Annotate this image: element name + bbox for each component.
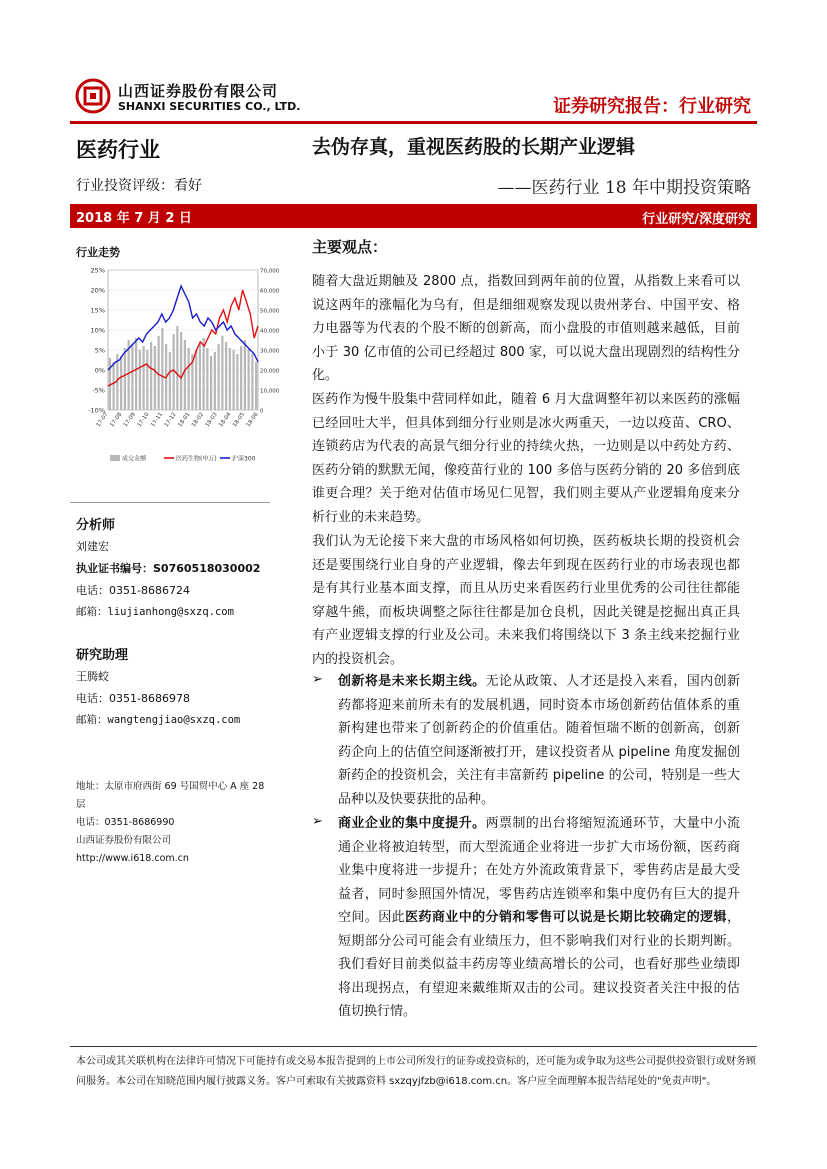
assistant-phone: 电话：0351-8686978 — [76, 692, 190, 705]
bullet-commerce-text-1: 两票制的出台将缩短流通环节，大量中小流通企业将被迫转型，而大型流通企业将进一步扩大市场份额，医药商业集中度将进一步提升；在处方外流政策背景下，零售药店是最大受益者，同时参照国外情况，零售药店连锁率和集中度仍有巨大的提升空间。因此 — [338, 816, 740, 925]
key-points-heading: 主要观点： — [312, 238, 388, 256]
chart-volume-bar — [251, 354, 253, 410]
company-name-en: SHANXI SECURITIES CO., LTD. — [118, 100, 301, 113]
bullet-innovation-lead: 创新将是未来长期主线。 — [338, 674, 486, 689]
assistant-heading: 研究助理 — [76, 648, 129, 663]
chart-volume-bar — [120, 356, 122, 410]
chart-volume-bar — [180, 332, 182, 410]
chart-volume-bar — [248, 348, 250, 410]
chart-volume-bar — [146, 350, 148, 410]
chart-right-tick: 10,000 — [260, 388, 280, 395]
report-subtitle: ——医药行业 18 年中期投资策略 — [497, 178, 751, 198]
chart-volume-bar — [214, 352, 216, 410]
report-title: 去伪存真，重视医药股的长期产业逻辑 — [312, 136, 636, 158]
chart-left-tick: 10% — [90, 326, 105, 335]
chart-left-tick: 15% — [90, 306, 105, 315]
chart-left-tick: -10% — [88, 406, 105, 415]
bullet-commerce-lead: 商业企业的集中度提升。 — [338, 816, 486, 831]
chart-volume-bar — [218, 344, 220, 410]
legend-swatch — [110, 455, 120, 461]
chart-volume-bar — [221, 336, 223, 410]
chart-x-tick: 17-08 — [109, 411, 124, 429]
bullet-icon: ➢ — [312, 672, 323, 687]
contact-address: 地址：太原市府西街 69 号国贸中心 A 座 28 层 — [76, 781, 265, 810]
chart-right-tick: 50,000 — [260, 308, 280, 315]
legend-label: 成交金额 — [122, 455, 147, 463]
bullet-innovation — [338, 670, 740, 811]
chart-x-tick: 18-03 — [204, 411, 219, 429]
chart-volume-bar — [135, 338, 137, 410]
footer-disclaimer: 本公司或其关联机构在法律许可情况下可能持有或交易本报告提到的上市公司所发行的证券或投资标的，还可能为或争取为这些公司提供投资银行或财务顾问服务。本公司在知晓范围内履行披露义务。客户可索取有关披露资料 sxzqyjfzb@i618.com.cn。客户应全面理解本报告结尾处的"免责声明"。 — [76, 1056, 756, 1087]
chart-volume-bar — [113, 362, 115, 410]
chart-volume-bar — [143, 346, 145, 410]
chart-right-tick: 20,000 — [260, 368, 280, 375]
chart-x-tick: 17-09 — [122, 411, 137, 429]
chart-volume-bar — [240, 346, 242, 410]
company-logo-icon — [75, 78, 111, 114]
report-category: 行业研究/深度研究 — [642, 212, 751, 227]
chart-volume-bar — [199, 344, 201, 410]
chart-right-tick: 40,000 — [260, 328, 280, 335]
company-name-cn: 山西证券股份有限公司 — [118, 82, 279, 100]
chart-volume-bar — [188, 348, 190, 410]
chart-volume-bar — [150, 342, 152, 410]
report-type: 证券研究报告：行业研究 — [553, 96, 751, 117]
chart-volume-bar — [206, 348, 208, 410]
footer-rule — [70, 1046, 757, 1047]
legend-label: 沪深300 — [232, 455, 256, 463]
left-divider — [70, 502, 270, 503]
analyst-cert: 执业证书编号：S0760518030002 — [76, 562, 261, 575]
chart-left-tick: -5% — [92, 386, 105, 395]
chart-volume-bar — [184, 340, 186, 410]
assistant-email[interactable]: 邮箱：wangtengjiao@sxzq.com — [76, 714, 241, 726]
analyst-name: 刘建宏 — [76, 540, 109, 553]
chart-volume-bar — [203, 338, 205, 410]
chart-volume-bar — [128, 340, 130, 410]
chart-x-tick: 18-02 — [191, 411, 206, 429]
chart-volume-bar — [131, 344, 133, 410]
chart-left-tick: 5% — [94, 346, 105, 355]
chart-x-tick: 17-10 — [136, 411, 151, 429]
chart-right-tick: 60,000 — [260, 288, 280, 295]
chart-volume-bar — [229, 348, 231, 410]
legend-label: 医药生物(申万) — [176, 455, 217, 463]
chart-volume-bar — [124, 348, 126, 410]
analyst-heading: 分析师 — [76, 518, 116, 533]
bullet-commerce-bold: 医药商业中的分销和零售可以说是长期比较确定的逻辑 — [405, 910, 727, 925]
chart-volume-bar — [195, 350, 197, 410]
contact-phone: 电话：0351-8686990 — [76, 817, 175, 828]
chart-x-tick: 18-05 — [231, 411, 247, 429]
bullet-icon: ➢ — [312, 814, 323, 829]
industry-rating: 行业投资评级：看好 — [76, 178, 202, 194]
chart-title: 行业走势 — [76, 246, 120, 259]
chart-volume-bar — [154, 346, 156, 410]
chart-volume-bar — [176, 326, 178, 410]
chart-right-tick: 70,000 — [260, 268, 280, 275]
chart-volume-bar — [255, 362, 257, 410]
chart-x-tick: 18-01 — [177, 411, 192, 429]
header-rule — [70, 121, 757, 124]
chart-line-pharma — [108, 290, 258, 386]
chart-volume-bar — [244, 340, 246, 410]
chart-volume-bar — [225, 342, 227, 410]
contact-company: 山西证券股份有限公司 — [76, 835, 172, 846]
report-date: 2018 年 7 月 2 日 — [76, 211, 192, 226]
paragraph-1: 随着大盘近期触及 2800 点，指数回到两年前的位置，从指数上来看可以说这两年的涨幅化为乌有，但是细细观察发现以贵州茅台、中国平安、格力电器等为代表的个股不断的创新高，而小盘股的市值则越来越低，目前小于 30 亿市值的公司已经超过 800 家，可以说大盘出现剧烈的结构性分化。 — [312, 274, 740, 383]
date-bar — [70, 204, 757, 228]
paragraph-3: 我们认为无论接下来大盘的市场风格如何切换，医药板块长期的投资机会还是要围绕行业自身的产业逻辑，像去年到现在医药行业的市场表现也都是有其行业基本面支撑，而且从历史来看医药行业里优秀的公司往往都能穿越牛熊，而板块调整之际往往都是加仓良机，因此关键是挖掘出真正具有产业逻辑支撑的行业及公司。未来我们将围绕以下 3 条主线来挖掘行业内的投资机会。 — [312, 534, 740, 667]
chart-left-tick: 20% — [90, 286, 105, 295]
industry-name: 医药行业 — [76, 138, 160, 162]
chart-right-tick: 0 — [260, 408, 264, 415]
volume-bars — [109, 326, 258, 410]
chart-volume-bar — [161, 328, 163, 410]
analyst-phone: 电话：0351-8686724 — [76, 584, 190, 597]
chart-volume-bar — [236, 354, 238, 410]
chart-x-tick: 17-11 — [150, 411, 165, 429]
chart-volume-bar — [139, 350, 141, 410]
industry-trend-chart — [72, 258, 280, 498]
chart-x-tick: 18-04 — [218, 411, 233, 429]
chart-x-tick: 17-12 — [163, 411, 178, 429]
chart-left-tick: 0% — [94, 366, 105, 375]
chart-x-tick: 17-07 — [95, 411, 110, 429]
analyst-email[interactable]: 邮箱：liujianhong@sxzq.com — [76, 606, 234, 618]
bullet-commerce-text-2: ，短期部分公司可能会有业绩压力，但不影响我们对行业的长期判断。我们看好目前类似益丰药房等业绩高增长的公司，也看好那些业绩即将出现拐点，有望迎来戴维斯双击的公司。建议投资者关注中报的估值切换行情。 — [338, 910, 740, 1019]
chart-lines — [108, 286, 258, 386]
chart-volume-bar — [233, 350, 235, 410]
chart-legend — [110, 455, 256, 463]
assistant-name: 王腾蛟 — [76, 670, 109, 683]
bullet-commerce — [338, 812, 740, 1024]
chart-left-tick: 25% — [90, 266, 105, 275]
chart-x-tick: 18-06 — [245, 411, 260, 429]
chart-right-tick: 30,000 — [260, 348, 280, 355]
bullet-innovation-text: 无论从政策、人才还是投入来看，国内创新药都将迎来前所未有的发展机遇，同时资本市场创新药估值体系的重新构建也带来了创新药企的价值重估。随着恒瑞不断的创新高，创新药企向上的估值空间逐渐被打开，建议投资者从 pipeline 角度发掘创新药企的投资机会，关注有丰富新药 pipeline 的公司，特别是一些大品种以及快要获批的品种。 — [338, 674, 740, 807]
paragraph-2: 医药作为慢牛股集中营同样如此，随着 6 月大盘调整年初以来医药的涨幅已经回吐大半，但具体到细分行业则是冰火两重天，一边以疫苗、CRO、连锁药店为代表的高景气细分行业的持续火热，一边则是以中药处方药、医药分销的默默无闻，像疫苗行业的 100 多倍与医药分销的 20 多倍到底谁更合理？关于绝对估值市场见仁见智，我们则主要从产业逻辑角度来分析行业的未来趋势。 — [312, 392, 740, 525]
chart-volume-bar — [210, 356, 212, 410]
chart-volume-bar — [169, 352, 171, 410]
contact-url[interactable]: http://www.i618.com.cn — [76, 853, 189, 864]
